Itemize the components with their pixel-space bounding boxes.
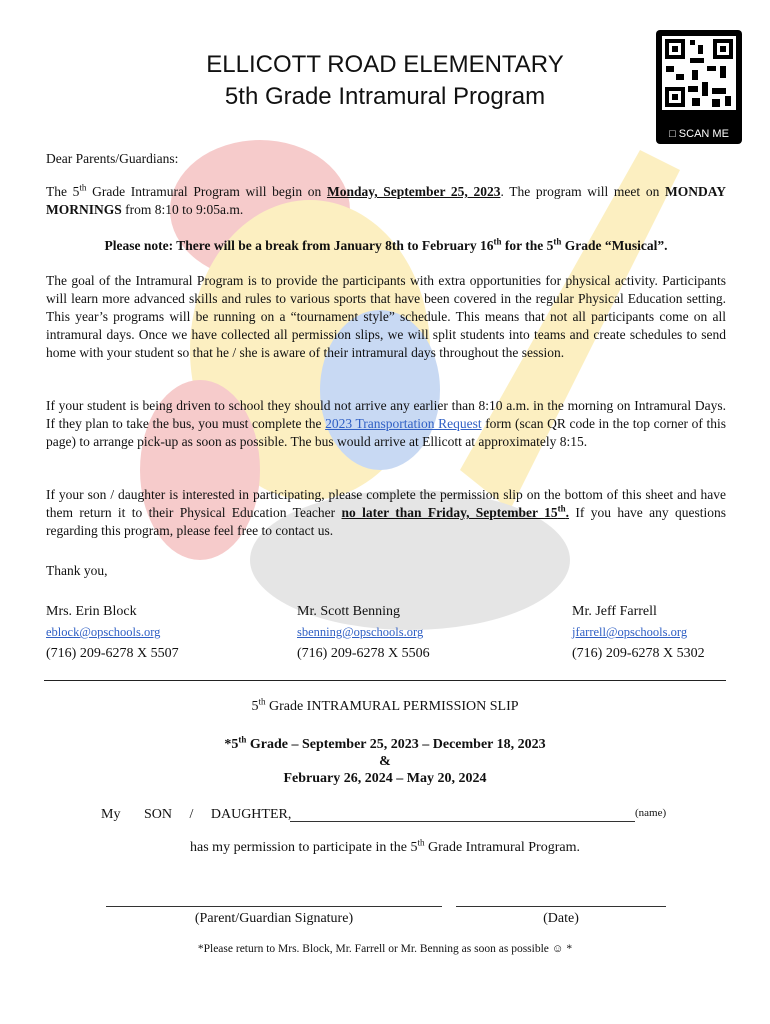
contact-name: Mr. Jeff Farrell <box>572 604 657 619</box>
qr-code[interactable] <box>656 30 742 144</box>
phone-icon: □ <box>669 128 676 140</box>
contact-block <box>46 601 179 664</box>
contact-phone: (716) 209-6278 X 5302 <box>572 646 705 661</box>
date-label: (Date) <box>543 911 579 926</box>
student-name-field[interactable] <box>290 821 635 822</box>
contact-name: Mrs. Erin Block <box>46 604 137 619</box>
divider <box>44 680 726 681</box>
daughter-option[interactable]: DAUGHTER, <box>210 807 292 822</box>
slip-title: 5th Grade INTRAMURAL PERMISSION SLIP <box>251 696 519 714</box>
thank-you: Thank you, <box>46 563 108 578</box>
break-note: Please note: There will be a break from January 8th to February 16th for the 5th Grade “Musical”. <box>104 236 668 253</box>
contact-name: Mr. Scott Benning <box>297 604 401 619</box>
contact-block <box>297 601 430 664</box>
son-option[interactable]: SON <box>143 807 172 822</box>
contact-phone: (716) 209-6278 X 5507 <box>46 646 179 661</box>
return-note: *Please return to Mrs. Block, Mr. Farrell or Mr. Benning as soon as possible ☺ * <box>197 943 573 955</box>
contact-phone: (716) 209-6278 X 5506 <box>297 646 430 661</box>
slip-dates: *5th Grade – September 25, 2023 – December 18, 2023 & February 26, 2024 – May 20, 2024 <box>224 734 546 786</box>
name-line: My SON / DAUGHTER, <box>101 807 292 822</box>
qr-pattern-icon <box>662 36 736 110</box>
paragraph-participation: If your son / daughter is interested in participating, please complete the permission slip on the bottom of this sheet and have them return it to their Physical Education Teacher no later than Friday, September 15th. If you have any questions regarding this program, please feel free to contact us. <box>46 487 726 538</box>
greeting: Dear Parents/Guardians: <box>46 151 179 166</box>
signature-field[interactable] <box>106 906 442 907</box>
scan-me-label: □ SCAN ME <box>669 128 729 140</box>
transportation-request-link[interactable]: 2023 Transportation Request <box>325 416 482 431</box>
permission-statement: has my permission to participate in the 5th Grade Intramural Program. <box>190 837 580 855</box>
signature-label: (Parent/Guardian Signature) <box>194 911 354 926</box>
paragraph-transport: If your student is being driven to school they should not arrive any earlier than 8:10 a.m. in the morning on Intramural Days. If they plan to take the bus, you must complete the 2023 Transportation Request form (scan QR code in the top corner of this page) to arrange pick-up as soon as possible. The bus would arrive at Ellicott at approximately 8:15. <box>46 398 726 449</box>
paragraph-goal: The goal of the Intramural Program is to provide the participants with extra opportunities for physical activity. Participants will learn more advanced skills and rules to various sports that have been covered in the regular Physical Education setting. This year’s programs will be running on a “tournament style” schedule. This means that not all participants come on all intramural days. Once we have collected all permission slips, we will split students into teams and create schedules to send home with your student so that he / she is aware of their intramural days throughout the session. <box>46 273 726 360</box>
date-field[interactable] <box>456 906 666 907</box>
paragraph-start: The 5th Grade Intramural Program will begin on Monday, September 25, 2023. The program will meet on MONDAY MORNINGS from 8:10 to 9:05a.m. <box>46 182 726 217</box>
page-title: ELLICOTT ROAD ELEMENTARY <box>206 51 564 78</box>
mascot-watermark-image <box>80 90 700 690</box>
contact-email-link[interactable]: jfarrell@opschools.org <box>572 625 688 639</box>
contact-email-link[interactable]: sbenning@opschools.org <box>297 625 424 639</box>
name-hint: (name) <box>635 807 667 819</box>
contact-email-link[interactable]: eblock@opschools.org <box>46 625 161 639</box>
contact-block <box>572 601 705 664</box>
page-subtitle: 5th Grade Intramural Program <box>224 83 546 110</box>
